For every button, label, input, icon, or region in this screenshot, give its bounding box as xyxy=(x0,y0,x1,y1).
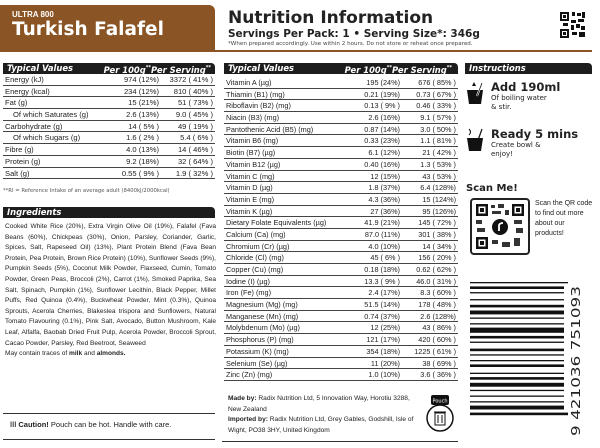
cell-per100: 1.0 (10%) xyxy=(368,370,400,380)
barcode-bar xyxy=(470,305,564,308)
cell-serving: 676 ( 85% ) xyxy=(418,78,456,87)
barcode-bar xyxy=(470,342,564,343)
cell-per100: 9.2 (18%) xyxy=(126,156,159,166)
cell-serving: 145 ( 72% ) xyxy=(418,218,456,228)
cell-per100: 6.1 (12%) xyxy=(368,148,400,158)
cell-serving: 420 ( 60% ) xyxy=(418,335,456,345)
cell-name: Potassium (K) (mg) xyxy=(226,346,289,356)
table-row xyxy=(224,182,458,194)
table-row xyxy=(224,100,458,112)
cell-per100: 2.4 (17%) xyxy=(368,288,400,298)
barcode-bar xyxy=(470,401,564,402)
cell-name: Vitamin K (µg) xyxy=(226,206,273,216)
caution-notice: ǀǀǀ Caution! Pouch can be hot. Handle with care. xyxy=(10,420,172,429)
ingredients-header: Ingredients xyxy=(3,207,215,218)
table-row xyxy=(3,168,215,180)
barcode-bar xyxy=(470,299,564,300)
cell-name: Phosphorus (P) (mg) xyxy=(226,335,294,345)
bowl-steam-icon xyxy=(466,128,486,152)
cell-name: Fibre (g) xyxy=(5,145,34,155)
table-row xyxy=(224,112,458,124)
table-row xyxy=(224,322,458,334)
table-row xyxy=(224,358,458,370)
cell-name: Of which Sugars (g) xyxy=(13,133,81,143)
cell-serving: 1225 ( 61% ) xyxy=(414,346,456,356)
barcode-bar xyxy=(470,390,564,391)
barcode-bar xyxy=(470,323,564,324)
cell-per100: 121 (17%) xyxy=(366,335,400,345)
table-row xyxy=(224,311,458,323)
cell-per100: 0.21 (19%) xyxy=(364,89,400,99)
micronutrient-table xyxy=(224,63,458,381)
cell-name: Selenium (Se) (µg) xyxy=(226,358,288,368)
serving-info: Servings Per Pack: 1 • Serving Size*: 346g xyxy=(228,28,480,40)
barcode-bar xyxy=(470,349,564,352)
table-row xyxy=(224,159,458,171)
qr-code[interactable] xyxy=(470,198,530,255)
instructions-header: Instructions xyxy=(465,63,592,74)
table-header: Typical Values Per 100g** Per Serving** xyxy=(224,63,458,74)
cell-per100: 4.0 (10%) xyxy=(368,241,400,251)
cell-serving: 51 ( 73% ) xyxy=(177,98,213,108)
recycle-bin-icon xyxy=(425,395,455,433)
barcode-bar xyxy=(470,328,564,333)
table-row xyxy=(224,276,458,288)
cell-serving: 1.1 ( 81% ) xyxy=(420,136,456,146)
cell-per100: 15 (21%) xyxy=(128,98,159,108)
step-ready: Ready 5 mins Create bowl & enjoy! xyxy=(466,128,578,159)
cell-name: Energy (kcal) xyxy=(5,86,50,96)
cell-name: Vitamin D (µg) xyxy=(226,183,273,193)
cell-name: Dietary Folate Equivalents (µg) xyxy=(226,218,327,228)
cell-name: Pantothenic Acid (B5) (mg) xyxy=(226,124,314,134)
barcode-bar xyxy=(470,406,564,410)
cell-serving: 6.4 (128%) xyxy=(420,183,456,193)
cell-name: Energy (kJ) xyxy=(5,75,44,84)
cell-per100: 13.3 ( 9% ) xyxy=(364,276,400,286)
cell-serving: 9.1 ( 57% ) xyxy=(420,113,456,123)
cell-serving: 43 ( 86% ) xyxy=(422,323,456,333)
cell-serving: 5.4 ( 6% ) xyxy=(180,133,213,143)
table-row xyxy=(3,144,215,156)
barcode-bar xyxy=(470,373,564,374)
qr-code-small-icon[interactable] xyxy=(560,12,586,38)
cell-name: Of which Saturates (g) xyxy=(13,110,89,120)
manufacturer-info: Made by: Radix Nutrition Ltd, 5 Innovation Way, Horotiu 3288, New Zealand Imported by: Radix Nutrition Ltd, Grey Gables, Godshill, Isle of Wight, PO38 3HY, United Kingdom xyxy=(228,395,414,434)
cell-serving: 1.9 ( 32% ) xyxy=(175,168,213,178)
cell-serving: 49 ( 19% ) xyxy=(177,121,213,131)
cell-serving: 3372 ( 41% ) xyxy=(169,75,213,84)
barcode-bar xyxy=(470,360,564,361)
cell-per100: 51.5 (14%) xyxy=(364,300,400,310)
table-row xyxy=(224,206,458,218)
cell-per100: 12 (15%) xyxy=(370,171,400,181)
barcode-bar xyxy=(470,311,564,315)
barcode-bar xyxy=(470,413,568,416)
product-name: Turkish Falafel xyxy=(12,19,164,40)
cell-name: Vitamin A (µg) xyxy=(226,78,272,87)
scan-description: Scan the QR code to find out more about our products! xyxy=(535,200,593,237)
cell-serving: 32 ( 64% ) xyxy=(177,156,213,166)
page-title: Nutrition Information xyxy=(228,8,434,28)
cell-per100: 2.6 (16%) xyxy=(368,113,400,123)
barcode-bar xyxy=(470,318,564,319)
cell-name: Vitamin C (mg) xyxy=(226,171,275,181)
table-row xyxy=(224,124,458,136)
table-row xyxy=(224,77,458,89)
step-add-water: Add 190ml Of boiling water & stir. xyxy=(466,81,560,112)
cell-serving: 21 ( 42% ) xyxy=(422,148,456,158)
pouch-label: Pouch xyxy=(432,398,448,405)
cell-name: Zinc (Zn) (mg) xyxy=(226,370,273,380)
qr-code-icon xyxy=(472,200,528,253)
cup-pour-icon xyxy=(466,81,486,105)
product-banner xyxy=(0,5,215,51)
cell-serving: 8.3 ( 60% ) xyxy=(420,288,456,298)
cell-serving: 14 ( 34% ) xyxy=(422,241,456,251)
cell-per100: 234 (12%) xyxy=(123,86,159,96)
cell-name: Manganese (Mn) (mg) xyxy=(226,311,299,321)
cell-serving: 0.73 ( 67% ) xyxy=(416,89,456,99)
cell-name: Iodine (I) (µg) xyxy=(226,276,270,286)
cell-per100: 0.33 (23%) xyxy=(364,136,400,146)
barcode-icon xyxy=(470,280,582,438)
cell-serving: 3.0 ( 50% ) xyxy=(420,124,456,134)
table-row xyxy=(3,74,215,86)
cell-per100: 2.6 (13%) xyxy=(126,110,159,120)
cell-per100: 11 (20%) xyxy=(370,358,400,368)
table-row xyxy=(224,229,458,241)
cell-name: Calcium (Ca) (mg) xyxy=(226,229,286,239)
cell-per100: 0.55 ( 9% ) xyxy=(121,168,159,178)
cell-name: Chromium (Cr) (µg) xyxy=(226,241,290,251)
cell-serving: 810 ( 40% ) xyxy=(173,86,213,96)
barcode-bar xyxy=(470,396,564,397)
cell-name: Carbohydrate (g) xyxy=(5,121,63,131)
cell-name: Protein (g) xyxy=(5,156,41,166)
divider xyxy=(3,413,215,414)
barcode-bar xyxy=(470,364,564,367)
table-header: Typical Values Per 100g** Per Serving** xyxy=(3,63,215,74)
table-row xyxy=(224,264,458,276)
cell-name: Chloride (Cl) (mg) xyxy=(226,253,284,263)
barcode-bar xyxy=(470,377,564,380)
barcode-bar xyxy=(470,292,564,293)
table-row xyxy=(224,346,458,358)
table-row xyxy=(224,194,458,206)
cell-per100: 0.40 (16%) xyxy=(364,159,400,169)
cell-serving: 178 ( 48% ) xyxy=(418,300,456,310)
product-line: ULTRA 800 xyxy=(12,10,54,19)
cell-per100: 14 ( 5% ) xyxy=(128,121,159,131)
cell-serving: 156 ( 20% ) xyxy=(418,253,456,263)
table-row xyxy=(224,147,458,159)
barcode-bar xyxy=(470,282,568,283)
ingredients-text: Cooked White Rice (20%), Extra Virgin Olive Oil (19%), Falafel (Fava Beans (60%), Chickpeas (30%), Onion, Parsley, Coriander, Garlic, Spices, Salt, Rapeseed Oil) (13%), Plant Protein Blend (Fava Bean Protein, Pea Protein, Brown Rice Protein) (10%), Sunflower Seeds (9%), Pumpkin Seeds (5%), Coconut Milk Powder, Flaxseed, Cumin, Tomato Powder, Green Peas, Broccoli (2%), Carrot (1%), Smoked Paprika, Sea Salt, Spinach, Pumpkin (1%), Sunflower Lecithin, Black Pepper, Millet Puffs, Red Quinoa (0.4%), Buckwheat Powder, Mint (0.3%), Quinoa Sprouts, Acerola Cherries, Blakeslea trispora and Sunflowers, Natural Tomato Flavouring (0.1%), Pink Salt, Avocado, Button Mushroom, Kale Leaf, Alfalfa, Baobab Dried Fruit Pulp, Acerola Powder, Broccoli Sprout, Cacao Powder, Parsley, Red Beetroot, Seaweed May contain traces of milk and almonds. xyxy=(5,223,216,358)
barcode-bar xyxy=(470,354,564,355)
cell-per100: 41.9 (21%) xyxy=(364,218,400,228)
table-row xyxy=(3,109,215,121)
cell-per100: 1.6 ( 2% ) xyxy=(126,133,159,143)
cell-name: Salt (g) xyxy=(5,168,30,178)
table-row xyxy=(224,217,458,229)
cell-per100: 4.3 (36%) xyxy=(368,194,400,204)
table-row xyxy=(224,299,458,311)
cell-per100: 354 (18%) xyxy=(366,346,400,356)
barcode xyxy=(470,280,582,438)
header-divider xyxy=(0,50,592,52)
table-row xyxy=(224,287,458,299)
cell-serving: 0.46 ( 33% ) xyxy=(416,101,456,111)
cell-per100: 4.0 (13%) xyxy=(126,145,159,155)
cell-serving: 301 ( 38% ) xyxy=(418,229,456,239)
table-row xyxy=(3,121,215,133)
divider xyxy=(222,441,458,442)
cell-per100: 1.8 (37%) xyxy=(368,183,400,193)
cell-name: Vitamin B6 (mg) xyxy=(226,136,279,146)
cell-per100: 27 (36%) xyxy=(370,206,400,216)
cell-serving: 2.6 (128%) xyxy=(420,311,456,321)
cell-name: Fat (g) xyxy=(5,98,28,108)
table-row xyxy=(3,132,215,144)
table-row xyxy=(224,334,458,346)
table-row xyxy=(3,156,215,168)
cell-serving: 1.3 ( 53% ) xyxy=(420,159,456,169)
cell-per100: 974 (12%) xyxy=(123,75,159,84)
heat-icon: ǀǀǀ xyxy=(10,420,19,429)
cell-serving: 14 ( 46% ) xyxy=(177,145,213,155)
cell-serving: 43 ( 53% ) xyxy=(422,171,456,181)
cell-serving: 46.0 ( 31% ) xyxy=(416,276,456,286)
divider xyxy=(3,439,215,440)
cell-serving: 95 (126%) xyxy=(422,206,456,216)
ri-note: **RI = Reference Intake of an average adult (8400kJ/2000kcal) xyxy=(3,188,170,194)
cell-name: Magnesium (Mg) (mg) xyxy=(226,300,298,310)
cell-name: Vitamin B12 (µg) xyxy=(226,159,281,169)
cell-per100: 0.74 (37%) xyxy=(364,311,400,321)
cell-serving: 15 (124%) xyxy=(422,194,456,204)
nutrition-table xyxy=(3,63,215,179)
barcode-bar xyxy=(470,286,564,289)
cell-per100: 195 (24%) xyxy=(366,78,400,87)
barcode-bar xyxy=(470,383,564,387)
cell-per100: 0.18 (18%) xyxy=(364,265,400,274)
cell-serving: 0.62 ( 62% ) xyxy=(416,265,456,274)
cell-per100: 45 ( 6% ) xyxy=(370,253,400,263)
cell-name: Iron (Fe) (mg) xyxy=(226,288,271,298)
cell-serving: 3.6 ( 36% ) xyxy=(420,370,456,380)
cell-name: Thiamin (B1) (mg) xyxy=(226,89,285,99)
cell-name: Riboflavin (B2) (mg) xyxy=(226,101,291,111)
barcode-bar xyxy=(470,336,564,339)
table-row xyxy=(224,171,458,183)
cell-name: Biotin (B7) (µg) xyxy=(226,148,276,158)
table-row xyxy=(3,86,215,98)
cell-per100: 87.0 (11%) xyxy=(364,229,400,239)
cell-per100: 12 (25%) xyxy=(370,323,400,333)
table-row xyxy=(224,241,458,253)
table-row xyxy=(224,89,458,101)
table-row xyxy=(224,252,458,264)
cell-name: Vitamin E (mg) xyxy=(226,194,275,204)
cell-per100: 0.87 (14%) xyxy=(364,124,400,134)
table-row xyxy=(224,135,458,147)
cell-name: Copper (Cu) (mg) xyxy=(226,265,284,274)
table-row xyxy=(224,369,458,381)
cell-per100: 0.13 ( 9% ) xyxy=(364,101,400,111)
cell-serving: 9.0 ( 45% ) xyxy=(175,110,213,120)
cell-name: Niacin (B3) (mg) xyxy=(226,113,280,123)
barcode-number: 9 421036 751093 xyxy=(568,324,582,436)
scan-title: Scan Me! xyxy=(466,183,518,194)
table-row xyxy=(3,97,215,109)
cell-name: Molybdenum (Mo) (µg) xyxy=(226,323,300,333)
preparation-note: *When prepared accordingly. Use within 2 hours. Do not store or reheat once prepared. xyxy=(228,41,473,47)
cell-serving: 38 ( 69% ) xyxy=(422,358,456,368)
